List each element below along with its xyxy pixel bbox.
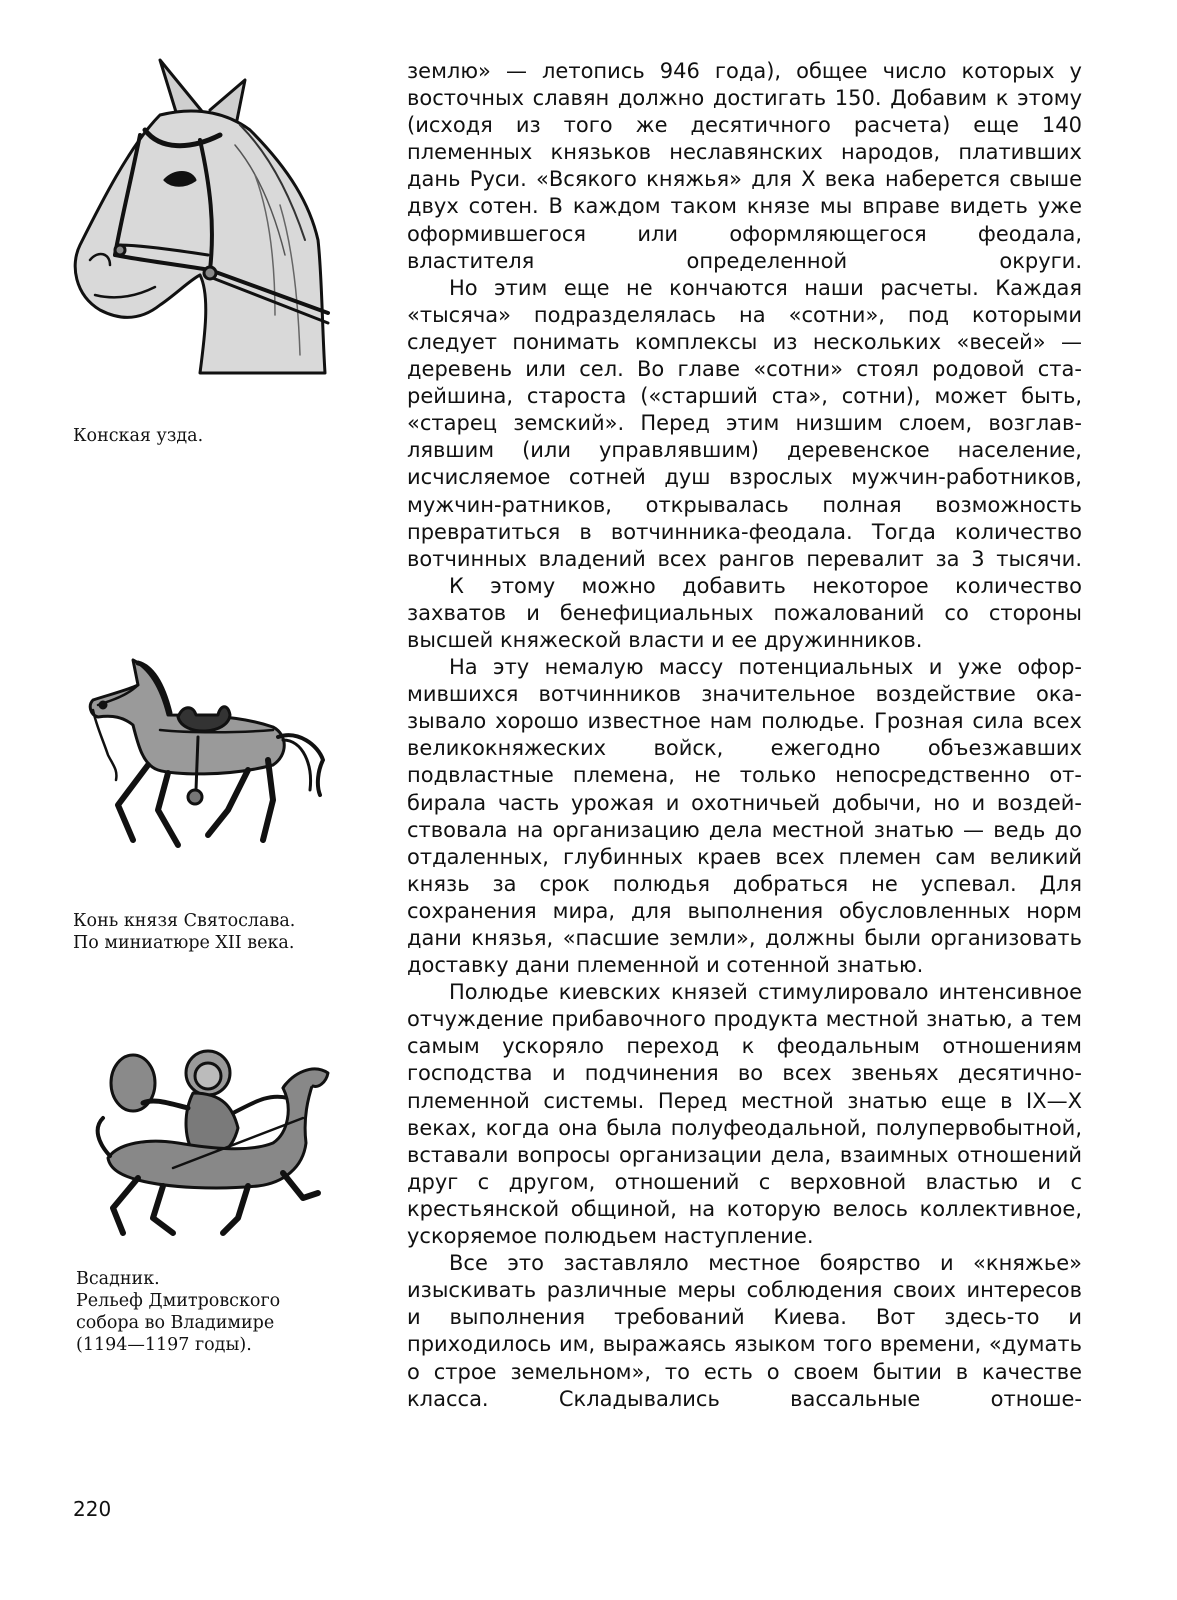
rider-relief-illustration: [88, 1048, 338, 1238]
paragraph: Полюдье киевских князей стимулировало интенсивное отчуждение прибавочного продукта местной знатью, а тем самым ускоряло переход к феодальным отношениям господства и подчинения во всех звеньях десятично-племенной системы. Перед местной знатью еще в IX—X веках, когда она была полуфеодальной, полупервобытной, вставали вопросы организации дела, взаимных отношений друг с другом, отношений с верховной властью и с крестьянской общиной, на которую велось коллективное, ускоряемое полюдьем наступление.: [407, 980, 1082, 1249]
svyatoslav-horse-illustration: [78, 645, 338, 855]
saddled-horse-drawing: [78, 645, 338, 855]
paragraph: Все это заставляло местное боярство и «княжье» изыскивать различные меры соблюдения своих интересов и выполнения требований Киева. Вот здесь-то и приходилось им, выражаясь языком того времени, «думать о строе земельном», то есть о своем бытии в качестве класса. Складывались вассальные отноше-: [407, 1251, 1082, 1411]
paragraph: К этому можно добавить некоторое количество захватов и бенефициальных пожалований со стороны высшей княжеской власти и ее дружинников.: [407, 573, 1082, 652]
caption-rider-relief: [76, 1268, 280, 1356]
caption-line: Рельеф Дмитровского: [76, 1291, 281, 1311]
illustration-sidebar: [0, 0, 380, 1600]
rider-relief-drawing: [88, 1048, 338, 1238]
caption-line: Всадник.: [76, 1269, 160, 1289]
caption-line: По миниатюре XII века.: [73, 933, 295, 953]
body-text-column: [407, 58, 1082, 1413]
caption-line: собора во Владимире: [76, 1313, 275, 1333]
paragraph: На эту немалую массу потенциальных и уже оформившихся вотчинников значительное воздействие оказывало хорошо известное нам полюдье. Грозная сила всех великокняжеских войск, ежегодно объезжавших подвластные племена, не только непосредственно отбирала часть урожая и охотничьей добычи, но и воздействовала на организацию дела местной знатью — ведь до отдаленных, глубинных краев всех племен сам великий князь за срок полюдья добраться не успевал. Для сохранения мира, для выполнения обусловленных норм дани князья, «пасшие земли», должны были организовать доставку дани племенной и сотенной знатью.: [407, 655, 1082, 978]
page-number: 220: [73, 1497, 112, 1521]
paragraph: землю» — летопись 946 года), общее число которых у восточных славян должно достигать 150. Добавим к этому (исходя из того же десятичного расчета) еще 140 племенных князьков неславянских народов, плативших дань Руси. «Всякого княжья» для X века наберется свыше двух сотен. В каждом таком князе мы вправе видеть уже оформившегося или оформляющегося феодала, властителя определенной округи.: [407, 59, 1082, 273]
caption-line: Конь князя Святослава.: [73, 911, 296, 931]
caption-line: Конская узда.: [73, 426, 204, 446]
caption-horse-bridle: [73, 425, 203, 447]
caption-line: (1194—1197 годы).: [76, 1335, 252, 1355]
horse-bridle-illustration: [60, 55, 340, 375]
paragraph: Но этим еще не кончаются наши расчеты. Каждая «тысяча» подразделялась на «сотни», под которыми следует понимать комплексы из нескольких «весей» — деревень или сел. Во главе «сотни» стоял родовой старейшина, староста («старший ста», сотни), может быть, «старец земский». Перед этим низшим слоем, возглавлявшим (или управлявшим) деревенское население, исчисляемое сотней душ взрослых мужчин-работников, мужчин-ратников, открывалась полная возможность превратиться в вотчинника-феодала. Тогда количество вотчинных владений всех рангов перевалит за 3 тысячи.: [407, 275, 1082, 571]
horse-head-drawing: [60, 55, 340, 375]
caption-svyatoslav-horse: [73, 910, 295, 954]
